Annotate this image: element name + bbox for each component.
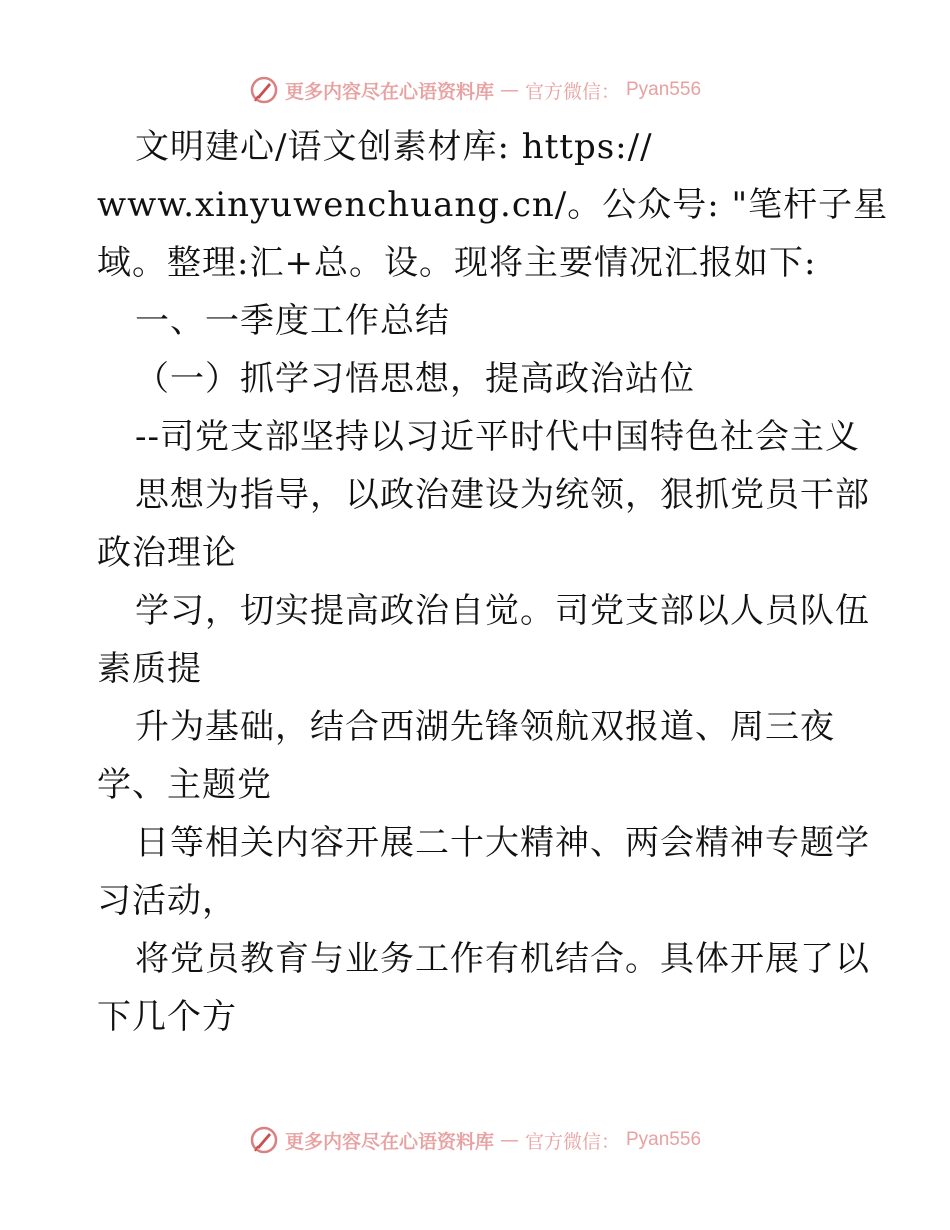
body-line: 日等相关内容开展二十大精神、两会精神专题学 [135,823,870,863]
body-line: 学习，切实提高政治自觉。司党支部以人员队伍 [135,591,870,631]
body-line: 域。整理:汇+总。设。现将主要情况汇报如下: [97,243,817,283]
banner-wechat-id: Pyan556 [626,1129,702,1150]
banner-text: 更多内容尽在心语资料库 [284,80,494,103]
header-banner [0,70,950,110]
banner-dash: — [499,79,519,101]
body-line: 将党员教育与业务工作有机结合。具体开展了以 [135,939,870,979]
body-line: 习活动， [97,881,237,921]
quill-logo-icon [249,75,279,105]
quill-logo-icon [249,1125,279,1155]
body-line: 文明建心/语文创素材库: https:// [135,127,653,167]
banner-wechat-label: 官方微信： [524,1130,620,1153]
banner-wechat-id: Pyan556 [626,79,702,100]
subsection-heading: （一）抓学习悟思想，提高政治站位 [135,359,695,399]
body-line: 下几个方 [97,997,237,1037]
body-line: 思想为指导，以政治建设为统领，狠抓党员干部 [135,475,870,515]
banner-wechat-label: 官方微信： [524,80,620,103]
body-line: --司党支部坚持以习近平时代中国特色社会主义 [135,417,860,457]
banner-text: 更多内容尽在心语资料库 [284,1130,494,1153]
body-line: 升为基础，结合西湖先锋领航双报道、周三夜 [135,707,835,747]
section-heading: 一、一季度工作总结 [135,301,450,341]
footer-banner [0,1120,950,1160]
banner-dash: — [499,1129,519,1151]
body-line: www.xinyuwenchuang.cn/。公众号: "笔杆子星 [97,185,889,225]
body-line: 学、主题党 [97,765,272,805]
body-line: 素质提 [97,649,202,689]
body-line: 政治理论 [97,533,237,573]
document-body [97,118,889,1046]
